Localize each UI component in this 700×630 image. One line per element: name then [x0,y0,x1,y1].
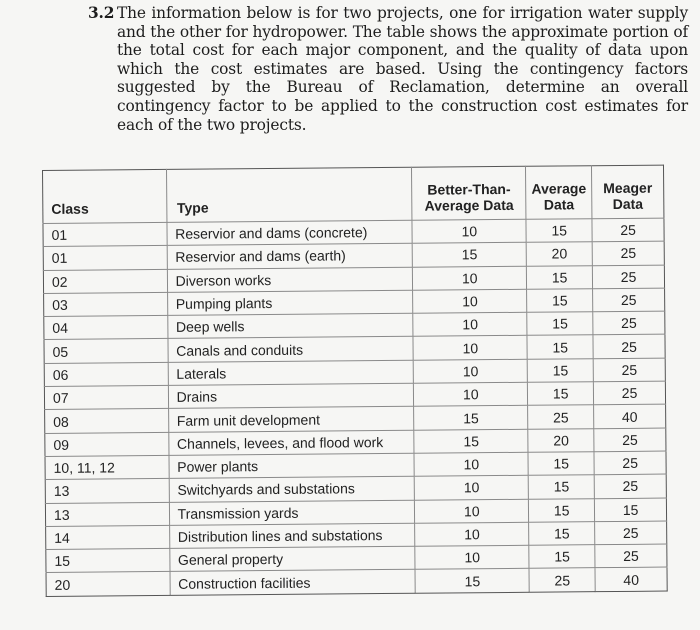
cell-average: 15 [527,265,593,289]
cell-type: Reservior and dams (concrete) [167,220,413,245]
cell-type: Farm unit development [168,407,414,432]
cell-better: 10 [414,452,528,476]
cell-type: Power plants [169,453,415,478]
header-meager-line2: Data [612,195,644,213]
cell-better: 10 [415,476,529,500]
cell-average: 25 [528,405,594,429]
cell-average: 20 [526,242,592,266]
cell-average: 15 [526,219,592,243]
header-type [166,167,412,222]
cell-class: 04 [44,316,168,340]
table-row [46,568,667,597]
cell-better: 10 [415,522,529,546]
cell-class: 01 [43,222,167,246]
cell-average: 15 [528,382,594,406]
cell-type: Diverson works [167,267,413,292]
cell-type: General property [169,546,415,571]
cell-type: Channels, levees, and flood work [168,430,414,455]
header-class: Class [43,169,167,223]
cell-average: 15 [527,358,593,382]
cell-class: 07 [44,385,168,409]
cell-class: 10, 11, 12 [45,455,169,479]
cell-average: 15 [529,498,595,522]
cell-class: 08 [45,409,169,433]
cell-average: 15 [527,335,593,359]
problem-statement [88,4,688,134]
cell-meager: 25 [594,474,666,498]
header-meager [592,165,664,219]
cell-average: 15 [529,545,595,569]
cell-better: 10 [413,336,527,360]
header-better-than-average [412,166,526,220]
cell-type: Pumping plants [167,290,413,315]
cell-class: 20 [46,572,170,596]
cell-type: Drains [168,383,414,408]
header-better-line1: Better-Than- [427,180,511,198]
cell-average: 15 [527,312,593,336]
header-better-line2: Average Data [424,196,514,214]
cell-meager: 25 [592,218,664,242]
cell-meager: 25 [593,335,665,359]
cell-type: Deep wells [167,313,413,338]
header-average-line1: Average [531,180,587,197]
cell-better: 10 [413,312,527,336]
cell-meager: 25 [595,544,667,568]
cell-better: 15 [414,406,528,430]
cell-better: 10 [412,219,526,243]
cell-average: 25 [529,568,595,592]
header-type-label: Type [176,199,209,216]
cell-type: Laterals [168,360,414,385]
header-average [526,166,592,220]
header-average-line2: Data [543,196,575,213]
cell-average: 15 [528,452,594,476]
cell-meager: 40 [595,568,667,592]
cell-class: 02 [43,269,167,293]
problem-number: 3.2 [88,4,115,22]
cell-better: 15 [414,429,528,453]
cell-average: 15 [527,289,593,313]
cell-type: Transmission yards [169,500,415,525]
cell-average: 20 [528,428,594,452]
cell-average: 15 [529,522,595,546]
cell-type: Distribution lines and substations [169,523,415,548]
cell-class: 03 [44,292,168,316]
cell-class: 06 [44,362,168,386]
cell-better: 10 [415,499,529,523]
cell-meager: 25 [593,288,665,312]
cell-better: 15 [415,569,529,593]
cell-meager: 15 [595,498,667,522]
cell-better: 10 [415,545,529,569]
cell-meager: 25 [594,381,666,405]
table-header-row [43,165,664,223]
cell-type: Reservior and dams (earth) [167,244,413,269]
cell-meager: 25 [594,451,666,475]
contingency-table [42,165,668,597]
cell-meager: 25 [592,265,664,289]
cell-meager: 25 [594,428,666,452]
cell-class: 01 [43,246,167,270]
cell-type: Canals and conduits [168,337,414,362]
problem-text: The information below is for two projects, one for irrigation water supply and the other for hydropower. The table shows the approximate portion of the total cost for each major component, and the quality of data upon which the cost estimates are based. Using the contingency factors suggested by the Bureau of Reclamation, determine an overall contingency factor to be applied to the construction cost estimates for each of the two projects. [117,4,688,134]
cell-class: 09 [45,432,169,456]
cell-meager: 25 [593,358,665,382]
cell-meager: 25 [592,241,664,265]
cell-meager: 40 [594,404,666,428]
cell-better: 10 [414,359,528,383]
cell-class: 05 [44,339,168,363]
cell-better: 10 [413,266,527,290]
cell-better: 10 [414,382,528,406]
cell-class: 13 [45,502,169,526]
cell-type: Switchyards and substations [169,477,415,502]
cell-better: 10 [413,289,527,313]
cell-meager: 25 [593,311,665,335]
cell-average: 15 [528,475,594,499]
cell-class: 13 [45,479,169,503]
cell-class: 15 [46,549,170,573]
header-meager-line1: Meager [603,179,653,197]
cell-better: 15 [413,243,527,267]
cell-type: Construction facilities [170,570,416,595]
cell-meager: 25 [595,521,667,545]
cell-class: 14 [46,525,170,549]
